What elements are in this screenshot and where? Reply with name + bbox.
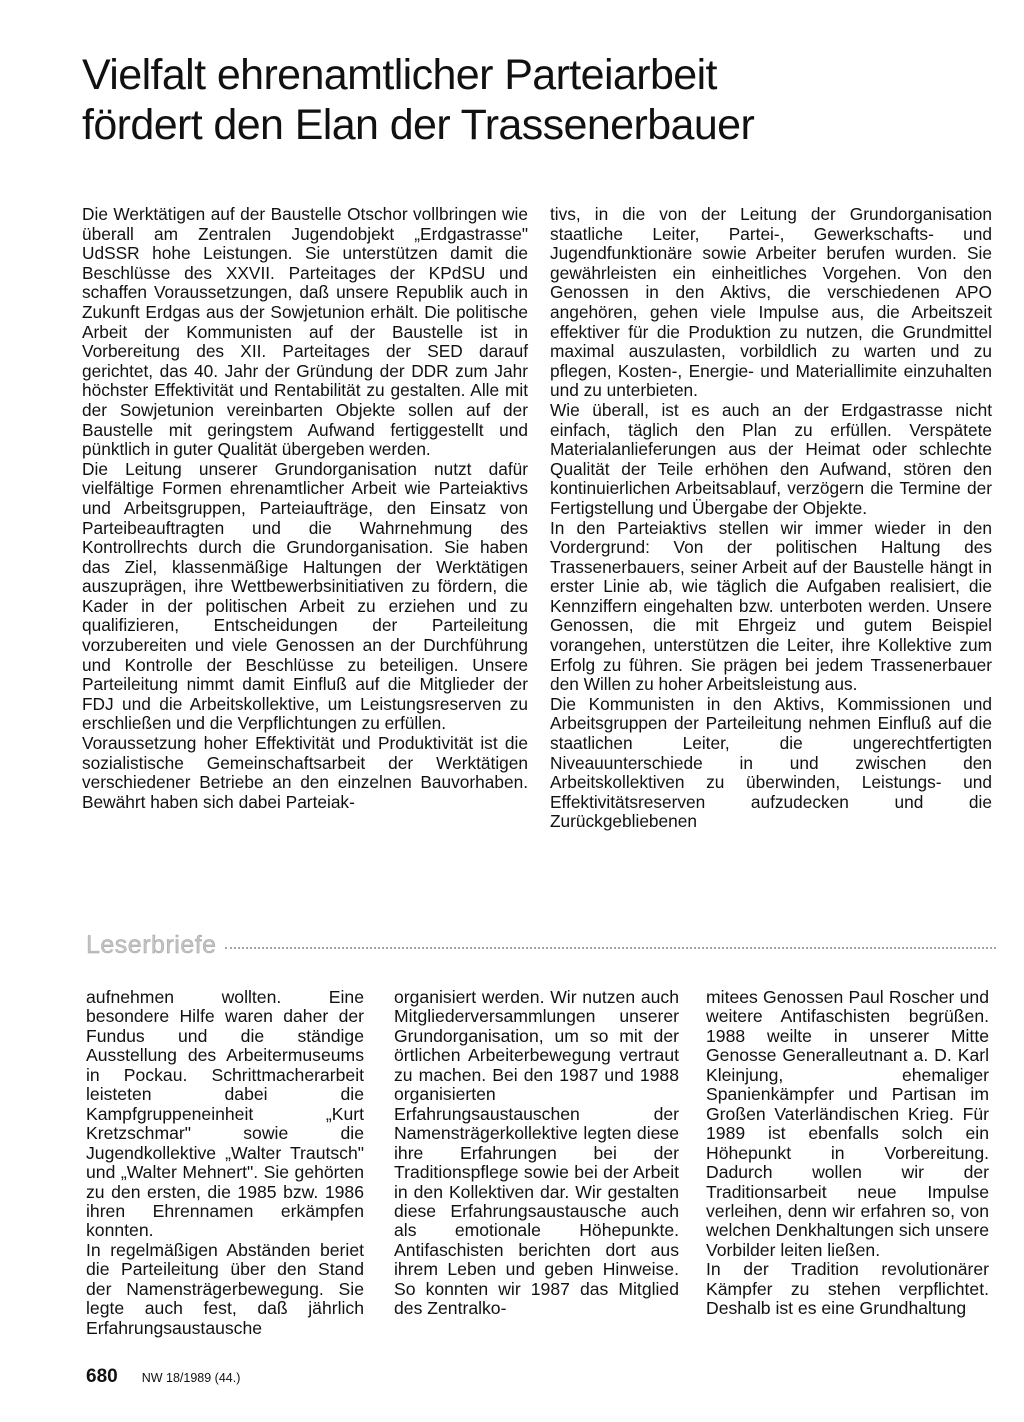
paragraph: Voraussetzung hoher Effektivität und Produktivität ist die sozialistische Gemeinschaftsarbeit der Werktätigen verschiedener Betriebe an den einzelnen Bauvorhaben. Bewährt haben sich dabei Parteiak-	[82, 733, 528, 812]
article-title	[82, 50, 982, 150]
page-footer	[86, 1366, 240, 1388]
paragraph: aufnehmen wollten. Eine besondere Hilfe waren daher der Fundus und die ständige Ausstellung des Arbeitermuseums in Pockau. Schrittmacherarbeit leisteten dabei die Kampfgruppeneinheit „Kurt Kretzschmar" sowie die Jugendkollektive „Walter Trautsch" und „Walter Mehnert". Sie gehörten zu den ersten, die 1985 bzw. 1986 ihren Ehrennamen erkämpfen konnten.	[86, 987, 364, 1241]
letters-column-2	[394, 988, 679, 1319]
paragraph: Wie überall, ist es auch an der Erdgastrasse nicht einfach, täglich den Plan zu erfüllen. Verspätete Materialanlieferungen aus der Heimat oder schlechte Qualität der Teile erhöhen den Aufwand, stören den kontinuierlichen Arbeitsablauf, verzögern die Termine der Fertigstellung und Übergabe der Objekte.	[550, 399, 992, 518]
paragraph: Die Leitung unserer Grundorganisation nutzt dafür vielfältige Formen ehrenamtlicher Arbeit wie Parteiaktivs und Arbeitsgruppen, Parteiaufträge, den Einsatz von Parteibeauftragten und die Wahrnehmung des Kontrollrechts durch die Grundorganisation. Sie haben das Ziel, klassenmäßige Haltungen der Werktätigen auszuprägen, ihre Wettbewerbsinitiativen zu fördern, die Kader in der politischen Arbeit zu erziehen und zu qualifizieren, Entscheidungen der Parteileitung vorzubereiten und viele Genossen an der Durchführung und Kontrolle der Beschlüsse zu beteiligen. Unsere Parteileitung nimmt damit Einfluß auf die Mitglieder der FDJ und die Arbeitskollektive, um Leistungsreserven zu erschließen und die Verpflichtungen zu erfüllen.	[82, 458, 528, 734]
title-line-1: Vielfalt ehrenamtlicher Parteiarbeit	[82, 51, 717, 99]
letters-column-3	[706, 988, 989, 1319]
paragraph: Die Werktätigen auf der Baustelle Otschor vollbringen wie überall am Zentralen Jugendobjekt „Erdgastrasse" UdSSR hohe Leistungen. Sie unterstützen damit die Beschlüsse des XXVII. Parteitages der KPdSU und schaffen Voraussetzungen, daß unsere Republik auch in Zukunft Erdgas aus der Sowjetunion erhält. Die politische Arbeit der Kommunisten auf der Baustelle ist in Vorbereitung des XII. Parteitages der SED darauf gerichtet, das 40. Jahr der Gründung der DDR zum Jahr höchster Effektivität und Rentabilität zu gestalten. Alle mit der Sowjetunion vereinbarten Objekte sollen auf der Baustelle mit geringstem Aufwand fertiggestellt und pünktlich in guter Qualität übergeben werden.	[82, 204, 528, 460]
issue-reference: NW 18/1989 (44.)	[141, 1371, 241, 1385]
article-column-2	[550, 205, 992, 832]
title-line-2: fördert den Elan der Trassenerbauer	[82, 101, 755, 149]
paragraph: organisiert werden. Wir nutzen auch Mitgliederversammlungen unserer Grundorganisation, um so mit der örtlichen Arbeiterbewegung vertraut zu machen. Bei den 1987 und 1988 organisierten Erfahrungsaustauschen der Namensträgerkollektive legten diese ihre Erfahrungen bei der Traditionspflege sowie bei der Arbeit in den Kollektiven dar. Wir gestalten diese Erfahrungsaustausche auch als emotionale Höhepunkte. Antifaschisten berichten dort aus ihrem Leben und geben Hinweise. So konnten wir 1987 das Mitglied des Zentralko-	[394, 987, 679, 1319]
section-header-letters	[86, 930, 996, 960]
section-divider	[225, 947, 996, 949]
article-column-1	[82, 205, 528, 812]
paragraph: mitees Genossen Paul Roscher und weitere Antifaschisten begrüßen. 1988 weilte in unserer Mitte Genosse Generalleutnant a. D. Karl Kleinjung, ehemaliger Spanienkämpfer und Partisan im Großen Vaterländischen Krieg. Für 1989 ist ebenfalls solch ein Höhepunkt in Vorbereitung. Dadurch wollen wir der Traditionsarbeit neue Impulse verleihen, denn wir erfahren so, von welchen Denkhaltungen sich unsere Vorbilder leiten ließen.	[706, 987, 989, 1260]
section-label: Leserbriefe	[86, 930, 217, 959]
paragraph: In der Tradition revolutionärer Kämpfer zu stehen verpflichtet. Deshalb ist es eine Grundhaltung	[706, 1259, 989, 1319]
paragraph: In den Parteiaktivs stellen wir immer wieder in den Vordergrund: Von der politischen Haltung des Trassenerbauers, seiner Arbeit auf der Baustelle hängt in erster Linie ab, wie täglich die Aufgaben realisiert, die Kennziffern eingehalten bzw. unterboten werden. Unsere Genossen, die mit Ehrgeiz und gutem Beispiel vorangehen, unterstützen die Leiter, ihre Kollektive zum Erfolg zu führen. Sie prägen bei jedem Trassenerbauer den Willen zu hoher Arbeitsleistung aus.	[550, 517, 992, 695]
paragraph: Die Kommunisten in den Aktivs, Kommissionen und Arbeitsgruppen der Parteileitung nehmen Einfluß auf die staatlichen Leiter, die ungerechtfertigten Niveauunterschiede in und zwischen den Arbeitskollektiven zu überwinden, Leistungs- und Effektivitätsreserven aufzudecken und die Zurückgebliebenen	[550, 693, 992, 832]
paragraph: In regelmäßigen Abständen beriet die Parteileitung über den Stand der Namensträgerbewegung. Sie legte auch fest, daß jährlich Erfahrungsaustausche	[86, 1239, 364, 1338]
page-number: 680	[86, 1366, 118, 1387]
letters-column-1	[86, 988, 364, 1338]
paragraph: tivs, in die von der Leitung der Grundorganisation staatliche Leiter, Partei-, Gewerkschafts- und Jugendfunktionäre sowie Arbeiter berufen wurden. Sie gewährleisten ein einheitliches Vorgehen. Von den Genossen in den Aktivs, die verschiedenen APO angehören, gehen viele Impulse aus, die Arbeitszeit effektiver für die Produktion zu nutzen, die Grundmittel maximal auszulasten, vorbildlich zu warten und zu pflegen, Kosten-, Energie- und Materiallimite einzuhalten und zu unterbieten.	[550, 204, 992, 401]
